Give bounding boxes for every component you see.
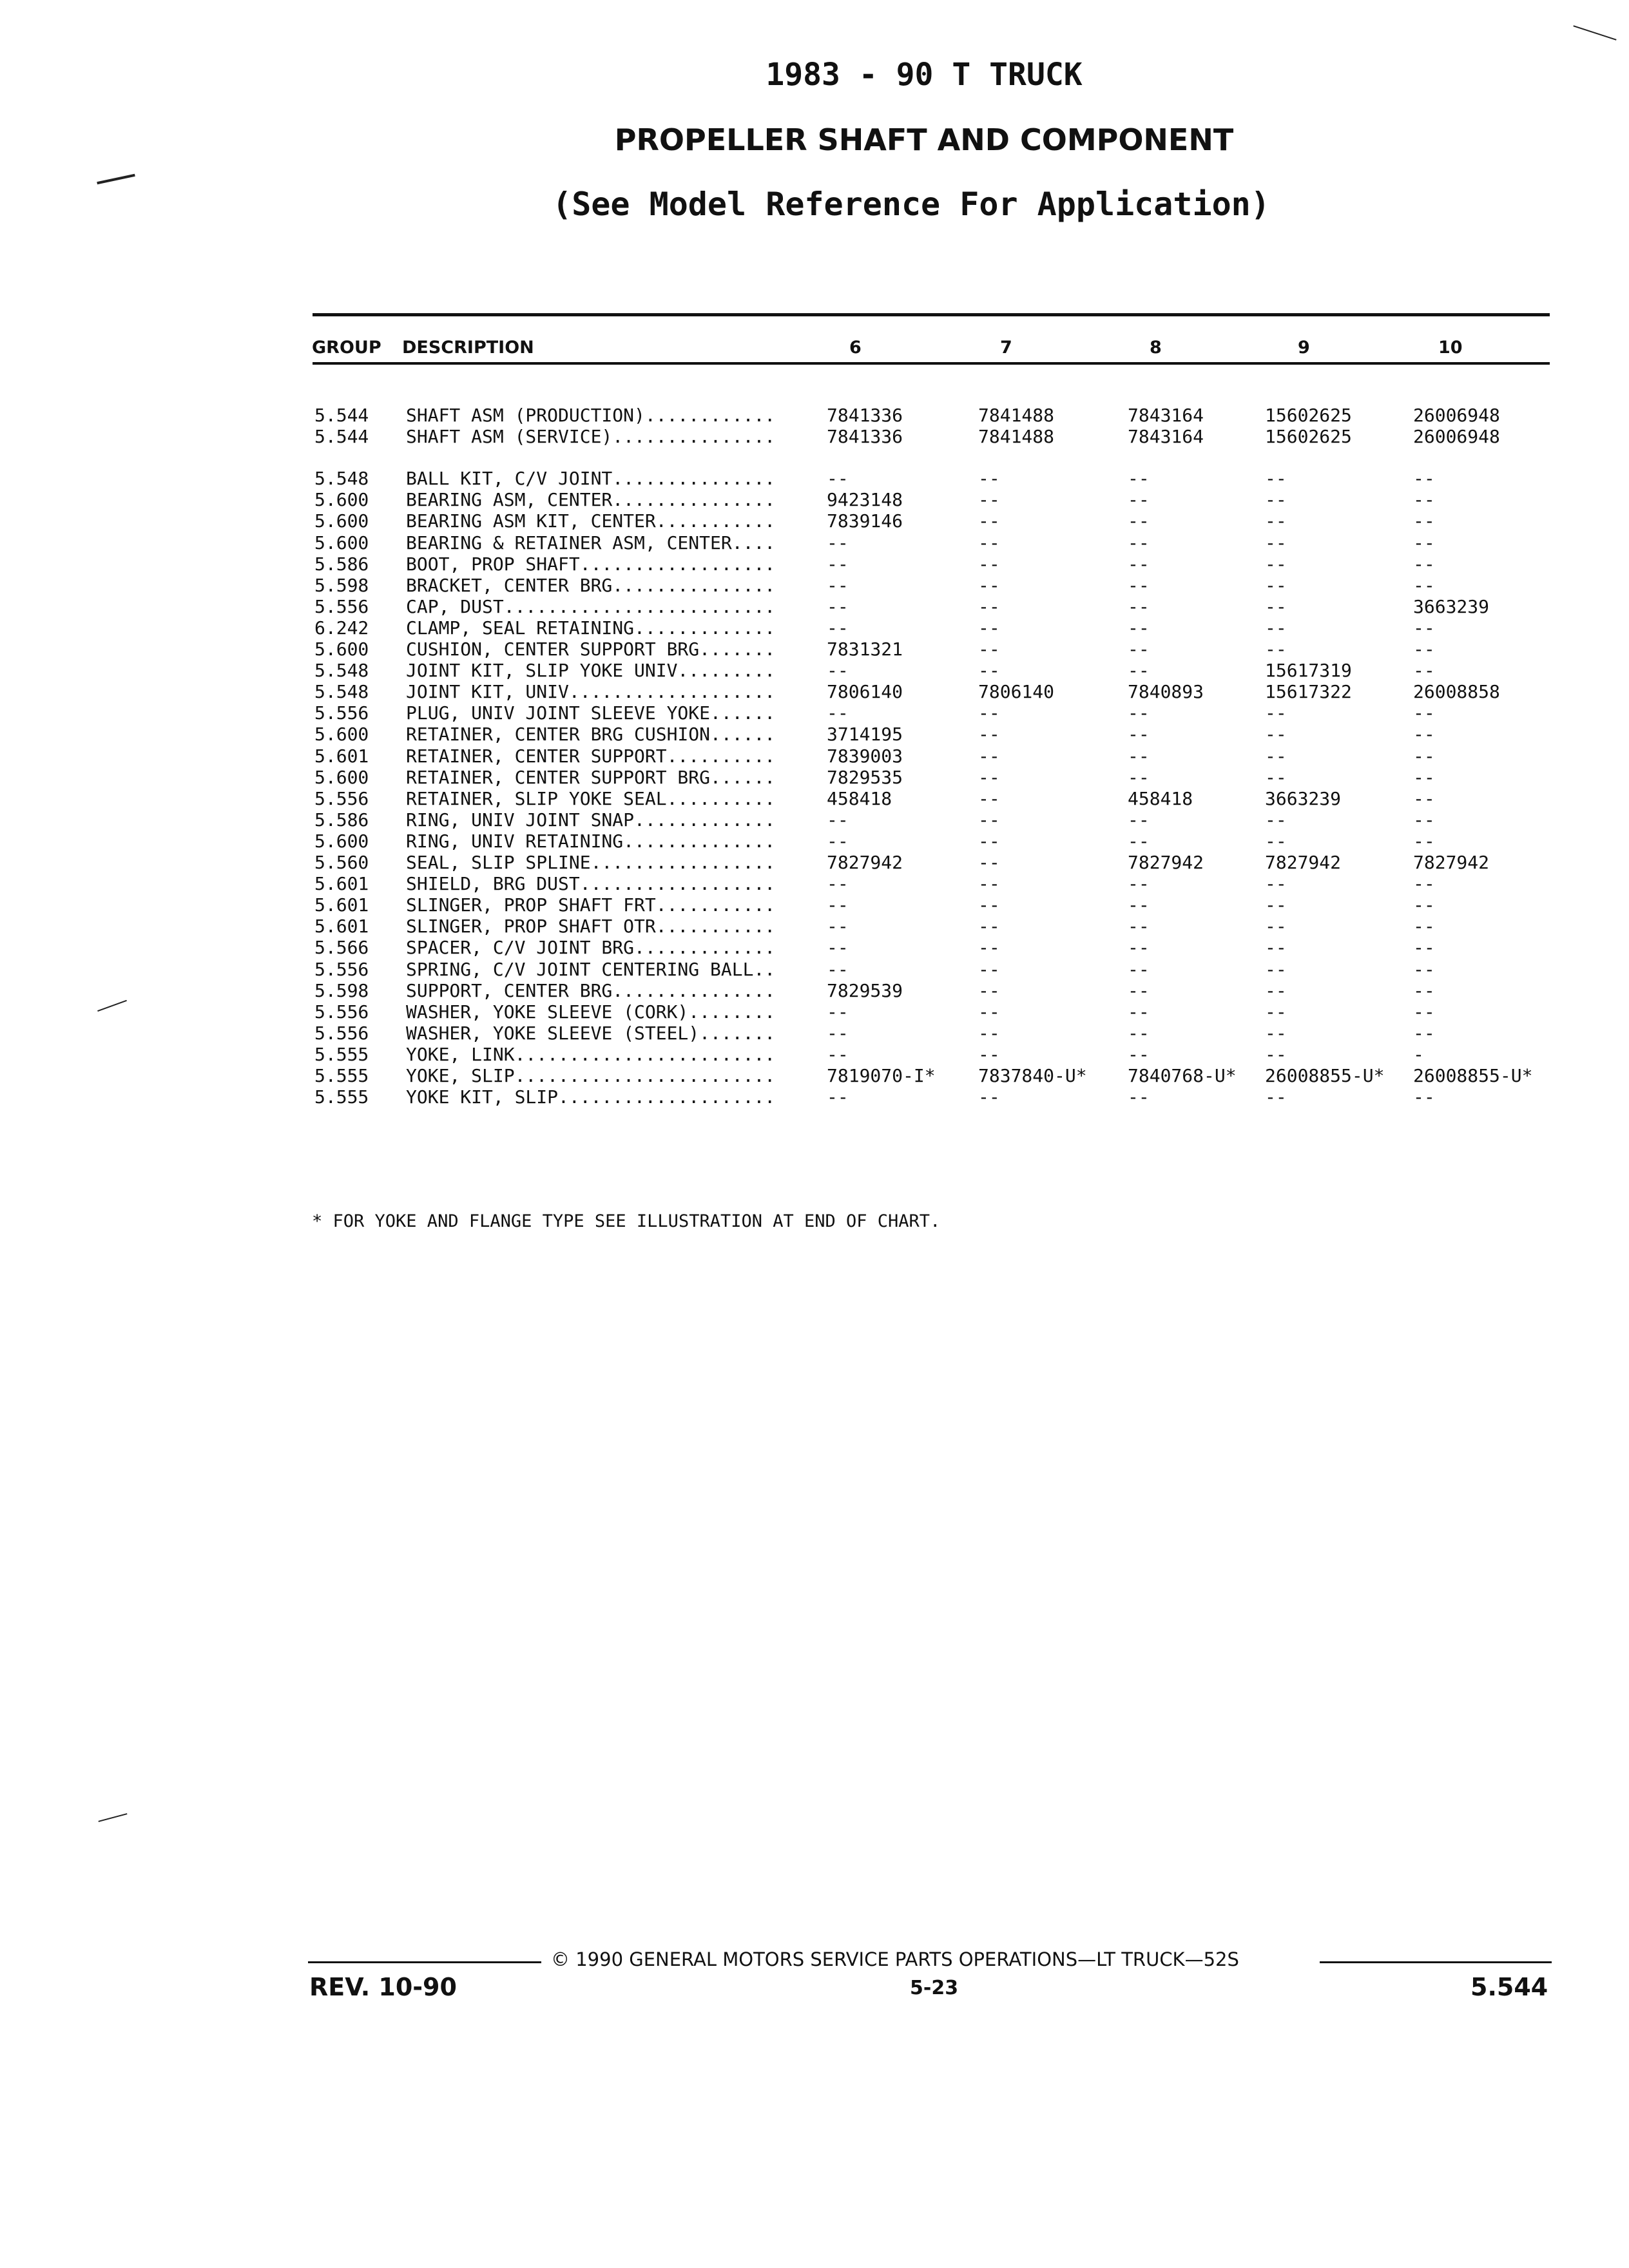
model-9-cell: -- xyxy=(1265,489,1287,511)
model-7-cell: -- xyxy=(978,787,1000,809)
model-7-cell: -- xyxy=(978,595,1000,617)
model-6-cell: -- xyxy=(827,617,849,639)
footer-rule-left xyxy=(308,1961,541,1963)
group-cell: 6.242 xyxy=(314,617,369,639)
model-9-cell: -- xyxy=(1265,873,1287,895)
description-cell: BEARING & RETAINER ASM, CENTER.... xyxy=(406,532,776,553)
model-9-cell: 3663239 xyxy=(1265,787,1342,809)
model-9-cell: -- xyxy=(1265,1086,1287,1108)
model-7-cell: -- xyxy=(978,702,1000,724)
column-header-description: DESCRIPTION xyxy=(402,338,534,358)
model-8-cell: 7840893 xyxy=(1128,681,1204,703)
description-cell: CLAMP, SEAL RETAINING............. xyxy=(406,617,776,639)
group-cell: 5.556 xyxy=(314,702,369,724)
description-cell: WASHER, YOKE SLEEVE (STEEL)....... xyxy=(406,1022,776,1044)
model-9-cell: -- xyxy=(1265,510,1287,532)
model-6-cell: -- xyxy=(827,574,849,596)
group-cell: 5.600 xyxy=(314,830,369,852)
model-6-cell: -- xyxy=(827,595,849,617)
model-10-cell: 26008855-U* xyxy=(1413,1065,1533,1086)
model-6-cell: 7827942 xyxy=(827,852,903,873)
group-cell: 5.555 xyxy=(314,1065,369,1086)
model-9-cell: -- xyxy=(1265,979,1287,1001)
model-9-cell: 15617322 xyxy=(1265,681,1352,703)
model-9-cell: -- xyxy=(1265,532,1287,553)
model-9-cell: -- xyxy=(1265,595,1287,617)
model-7-cell: 7837840-U* xyxy=(978,1065,1087,1086)
group-cell: 5.560 xyxy=(314,852,369,873)
model-10-cell: -- xyxy=(1413,510,1435,532)
model-9-cell: 26008855-U* xyxy=(1265,1065,1385,1086)
model-9-cell: -- xyxy=(1265,702,1287,724)
description-cell: YOKE, LINK........................ xyxy=(406,1043,776,1065)
model-10-cell: -- xyxy=(1413,873,1435,895)
model-6-cell: -- xyxy=(827,916,849,937)
model-6-cell: 7841336 xyxy=(827,426,903,448)
model-6-cell: -- xyxy=(827,873,849,895)
model-7-cell: -- xyxy=(978,1001,1000,1023)
group-cell: 5.548 xyxy=(314,681,369,703)
model-8-cell: -- xyxy=(1128,1022,1150,1044)
model-6-cell: -- xyxy=(827,1086,849,1108)
group-cell: 5.556 xyxy=(314,1001,369,1023)
model-10-cell: 26008858 xyxy=(1413,681,1500,703)
model-6-cell: -- xyxy=(827,468,849,490)
model-6-cell: 3714195 xyxy=(827,724,903,745)
model-9-cell: 15602625 xyxy=(1265,405,1352,426)
model-10-cell: -- xyxy=(1413,489,1435,511)
model-10-cell: -- xyxy=(1413,1022,1435,1044)
model-8-cell: -- xyxy=(1128,1043,1150,1065)
model-8-cell: -- xyxy=(1128,660,1150,682)
description-cell: RETAINER, CENTER SUPPORT BRG...... xyxy=(406,766,776,788)
model-10-cell: 3663239 xyxy=(1413,595,1490,617)
page-subtitle: PROPELLER SHAFT AND COMPONENT xyxy=(614,122,1234,157)
description-cell: RETAINER, CENTER SUPPORT.......... xyxy=(406,745,776,767)
model-7-cell: -- xyxy=(978,489,1000,511)
description-cell: CAP, DUST......................... xyxy=(406,595,776,617)
model-8-cell: -- xyxy=(1128,766,1150,788)
model-10-cell: -- xyxy=(1413,617,1435,639)
model-8-cell: -- xyxy=(1128,468,1150,490)
group-cell: 5.556 xyxy=(314,595,369,617)
column-header-model-6: 6 xyxy=(849,338,862,358)
description-cell: SHAFT ASM (SERVICE)............... xyxy=(406,426,776,448)
model-6-cell: 7831321 xyxy=(827,639,903,660)
model-6-cell: 7806140 xyxy=(827,681,903,703)
model-7-cell: -- xyxy=(978,553,1000,575)
table-top-rule xyxy=(313,313,1550,316)
model-8-cell: -- xyxy=(1128,745,1150,767)
description-cell: SUPPORT, CENTER BRG............... xyxy=(406,979,776,1001)
group-cell: 5.544 xyxy=(314,426,369,448)
model-9-cell: -- xyxy=(1265,745,1287,767)
model-9-cell: -- xyxy=(1265,724,1287,745)
description-cell: WASHER, YOKE SLEEVE (CORK)........ xyxy=(406,1001,776,1023)
model-10-cell: -- xyxy=(1413,745,1435,767)
model-6-cell: -- xyxy=(827,830,849,852)
model-7-cell: -- xyxy=(978,937,1000,959)
model-7-cell: -- xyxy=(978,916,1000,937)
model-9-cell: -- xyxy=(1265,1001,1287,1023)
model-7-cell: -- xyxy=(978,745,1000,767)
model-7-cell: -- xyxy=(978,873,1000,895)
description-cell: YOKE, SLIP........................ xyxy=(406,1065,776,1086)
group-cell: 5.556 xyxy=(314,787,369,809)
group-cell: 5.555 xyxy=(314,1043,369,1065)
model-7-cell: -- xyxy=(978,468,1000,490)
description-cell: YOKE KIT, SLIP.................... xyxy=(406,1086,776,1108)
group-cell: 5.601 xyxy=(314,873,369,895)
description-cell: BEARING ASM, CENTER............... xyxy=(406,489,776,511)
model-10-cell: -- xyxy=(1413,766,1435,788)
model-8-cell: -- xyxy=(1128,958,1150,980)
model-10-cell: -- xyxy=(1413,468,1435,490)
model-10-cell: -- xyxy=(1413,787,1435,809)
model-6-cell: 7841336 xyxy=(827,405,903,426)
model-6-cell: -- xyxy=(827,702,849,724)
model-6-cell: -- xyxy=(827,660,849,682)
group-cell: 5.548 xyxy=(314,468,369,490)
scan-mark xyxy=(1573,25,1616,41)
model-10-cell: -- xyxy=(1413,1001,1435,1023)
scan-mark xyxy=(97,1000,127,1012)
model-8-cell: -- xyxy=(1128,916,1150,937)
model-8-cell: -- xyxy=(1128,532,1150,553)
description-cell: SEAL, SLIP SPLINE................. xyxy=(406,852,776,873)
model-10-cell: - xyxy=(1413,1043,1424,1065)
model-7-cell: -- xyxy=(978,1022,1000,1044)
group-cell: 5.600 xyxy=(314,724,369,745)
description-cell: SHIELD, BRG DUST.................. xyxy=(406,873,776,895)
application-note: (See Model Reference For Application) xyxy=(552,186,1270,223)
model-9-cell: -- xyxy=(1265,894,1287,916)
model-7-cell: -- xyxy=(978,617,1000,639)
model-8-cell: -- xyxy=(1128,553,1150,575)
model-7-cell: -- xyxy=(978,532,1000,553)
model-6-cell: 458418 xyxy=(827,787,892,809)
column-header-model-7: 7 xyxy=(1000,338,1012,358)
model-9-cell: -- xyxy=(1265,766,1287,788)
model-9-cell: -- xyxy=(1265,1043,1287,1065)
model-10-cell: -- xyxy=(1413,979,1435,1001)
model-8-cell: 7843164 xyxy=(1128,426,1204,448)
model-9-cell: -- xyxy=(1265,468,1287,490)
group-cell: 5.548 xyxy=(314,660,369,682)
model-8-cell: -- xyxy=(1128,595,1150,617)
footer-rule-right xyxy=(1320,1961,1552,1963)
model-8-cell: -- xyxy=(1128,937,1150,959)
group-cell: 5.601 xyxy=(314,745,369,767)
model-10-cell: -- xyxy=(1413,1086,1435,1108)
model-8-cell: 7843164 xyxy=(1128,405,1204,426)
model-7-cell: -- xyxy=(978,660,1000,682)
group-cell: 5.556 xyxy=(314,1022,369,1044)
group-cell: 5.556 xyxy=(314,958,369,980)
description-cell: RETAINER, SLIP YOKE SEAL.......... xyxy=(406,787,776,809)
model-6-cell: 7829539 xyxy=(827,979,903,1001)
description-cell: BEARING ASM KIT, CENTER........... xyxy=(406,510,776,532)
model-9-cell: -- xyxy=(1265,937,1287,959)
model-8-cell: -- xyxy=(1128,979,1150,1001)
model-10-cell: -- xyxy=(1413,553,1435,575)
description-cell: RETAINER, CENTER BRG CUSHION...... xyxy=(406,724,776,745)
model-8-cell: -- xyxy=(1128,702,1150,724)
group-cell: 5.566 xyxy=(314,937,369,959)
model-8-cell: 458418 xyxy=(1128,787,1193,809)
model-8-cell: -- xyxy=(1128,639,1150,660)
model-8-cell: -- xyxy=(1128,873,1150,895)
model-7-cell: 7806140 xyxy=(978,681,1055,703)
model-7-cell: -- xyxy=(978,574,1000,596)
group-cell: 5.600 xyxy=(314,489,369,511)
model-7-cell: -- xyxy=(978,809,1000,831)
model-7-cell: -- xyxy=(978,724,1000,745)
group-cell: 5.600 xyxy=(314,532,369,553)
description-cell: SPRING, C/V JOINT CENTERING BALL.. xyxy=(406,958,776,980)
description-cell: JOINT KIT, UNIV................... xyxy=(406,681,776,703)
model-6-cell: -- xyxy=(827,937,849,959)
revision-label: REV. 10-90 xyxy=(309,1973,457,2001)
model-7-cell: 7841488 xyxy=(978,426,1055,448)
model-10-cell: 26006948 xyxy=(1413,405,1500,426)
group-cell: 5.600 xyxy=(314,639,369,660)
model-7-cell: -- xyxy=(978,1086,1000,1108)
model-9-cell: -- xyxy=(1265,830,1287,852)
model-7-cell: -- xyxy=(978,852,1000,873)
section-number: 5.544 xyxy=(1470,1973,1548,2001)
model-9-cell: -- xyxy=(1265,617,1287,639)
model-6-cell: 9423148 xyxy=(827,489,903,511)
model-7-cell: 7841488 xyxy=(978,405,1055,426)
footnote: * FOR YOKE AND FLANGE TYPE SEE ILLUSTRATION AT END OF CHART. xyxy=(312,1211,941,1231)
group-cell: 5.600 xyxy=(314,766,369,788)
description-cell: SPACER, C/V JOINT BRG............. xyxy=(406,937,776,959)
model-9-cell: -- xyxy=(1265,916,1287,937)
model-10-cell: 26006948 xyxy=(1413,426,1500,448)
model-10-cell: -- xyxy=(1413,830,1435,852)
description-cell: BALL KIT, C/V JOINT............... xyxy=(406,468,776,490)
model-6-cell: -- xyxy=(827,1001,849,1023)
description-cell: JOINT KIT, SLIP YOKE UNIV......... xyxy=(406,660,776,682)
model-8-cell: 7840768-U* xyxy=(1128,1065,1237,1086)
model-10-cell: -- xyxy=(1413,937,1435,959)
model-9-cell: -- xyxy=(1265,639,1287,660)
model-6-cell: -- xyxy=(827,894,849,916)
model-10-cell: -- xyxy=(1413,809,1435,831)
model-10-cell: -- xyxy=(1413,724,1435,745)
description-cell: BRACKET, CENTER BRG............... xyxy=(406,574,776,596)
page-number: 5-23 xyxy=(910,1977,959,1999)
group-cell: 5.601 xyxy=(314,894,369,916)
model-6-cell: -- xyxy=(827,809,849,831)
model-9-cell: -- xyxy=(1265,574,1287,596)
model-6-cell: -- xyxy=(827,1043,849,1065)
model-8-cell: -- xyxy=(1128,1086,1150,1108)
model-7-cell: -- xyxy=(978,958,1000,980)
model-9-cell: 15602625 xyxy=(1265,426,1352,448)
description-cell: PLUG, UNIV JOINT SLEEVE YOKE...... xyxy=(406,702,776,724)
column-header-model-10: 10 xyxy=(1438,338,1463,358)
scan-mark xyxy=(99,1813,128,1822)
model-6-cell: -- xyxy=(827,532,849,553)
model-8-cell: -- xyxy=(1128,809,1150,831)
group-cell: 5.555 xyxy=(314,1086,369,1108)
scan-mark xyxy=(97,174,135,184)
model-8-cell: -- xyxy=(1128,894,1150,916)
model-6-cell: 7839003 xyxy=(827,745,903,767)
model-7-cell: -- xyxy=(978,639,1000,660)
model-6-cell: 7829535 xyxy=(827,766,903,788)
model-7-cell: -- xyxy=(978,766,1000,788)
model-8-cell: -- xyxy=(1128,724,1150,745)
column-header-group: GROUP xyxy=(312,338,381,358)
model-6-cell: -- xyxy=(827,553,849,575)
group-cell: 5.601 xyxy=(314,916,369,937)
model-8-cell: -- xyxy=(1128,617,1150,639)
model-6-cell: -- xyxy=(827,1022,849,1044)
copyright-notice: © 1990 GENERAL MOTORS SERVICE PARTS OPERATIONS—LT TRUCK—52S xyxy=(551,1948,1239,1970)
model-10-cell: -- xyxy=(1413,916,1435,937)
model-8-cell: -- xyxy=(1128,1001,1150,1023)
group-cell: 5.544 xyxy=(314,405,369,426)
model-9-cell: -- xyxy=(1265,553,1287,575)
group-cell: 5.598 xyxy=(314,979,369,1001)
model-6-cell: 7819070-I* xyxy=(827,1065,936,1086)
model-10-cell: -- xyxy=(1413,639,1435,660)
model-7-cell: -- xyxy=(978,1043,1000,1065)
column-header-model-9: 9 xyxy=(1298,338,1310,358)
model-6-cell: 7839146 xyxy=(827,510,903,532)
model-10-cell: 7827942 xyxy=(1413,852,1490,873)
description-cell: SLINGER, PROP SHAFT FRT........... xyxy=(406,894,776,916)
model-9-cell: -- xyxy=(1265,958,1287,980)
description-cell: SLINGER, PROP SHAFT OTR........... xyxy=(406,916,776,937)
page-title: 1983 - 90 T TRUCK xyxy=(766,57,1083,93)
description-cell: RING, UNIV JOINT SNAP............. xyxy=(406,809,776,831)
model-10-cell: -- xyxy=(1413,532,1435,553)
model-7-cell: -- xyxy=(978,979,1000,1001)
model-8-cell: 7827942 xyxy=(1128,852,1204,873)
model-9-cell: 15617319 xyxy=(1265,660,1352,682)
group-cell: 5.586 xyxy=(314,553,369,575)
group-cell: 5.586 xyxy=(314,809,369,831)
table-header-rule xyxy=(313,362,1550,365)
model-8-cell: -- xyxy=(1128,489,1150,511)
model-7-cell: -- xyxy=(978,830,1000,852)
description-cell: RING, UNIV RETAINING.............. xyxy=(406,830,776,852)
model-7-cell: -- xyxy=(978,510,1000,532)
model-9-cell: 7827942 xyxy=(1265,852,1342,873)
model-6-cell: -- xyxy=(827,958,849,980)
model-10-cell: -- xyxy=(1413,574,1435,596)
group-cell: 5.600 xyxy=(314,510,369,532)
model-10-cell: -- xyxy=(1413,894,1435,916)
model-8-cell: -- xyxy=(1128,830,1150,852)
model-10-cell: -- xyxy=(1413,702,1435,724)
group-cell: 5.598 xyxy=(314,574,369,596)
model-8-cell: -- xyxy=(1128,574,1150,596)
description-cell: SHAFT ASM (PRODUCTION)............ xyxy=(406,405,776,426)
description-cell: BOOT, PROP SHAFT.................. xyxy=(406,553,776,575)
model-8-cell: -- xyxy=(1128,510,1150,532)
model-7-cell: -- xyxy=(978,894,1000,916)
column-header-model-8: 8 xyxy=(1150,338,1162,358)
model-10-cell: -- xyxy=(1413,958,1435,980)
description-cell: CUSHION, CENTER SUPPORT BRG....... xyxy=(406,639,776,660)
model-9-cell: -- xyxy=(1265,1022,1287,1044)
model-10-cell: -- xyxy=(1413,660,1435,682)
model-9-cell: -- xyxy=(1265,809,1287,831)
